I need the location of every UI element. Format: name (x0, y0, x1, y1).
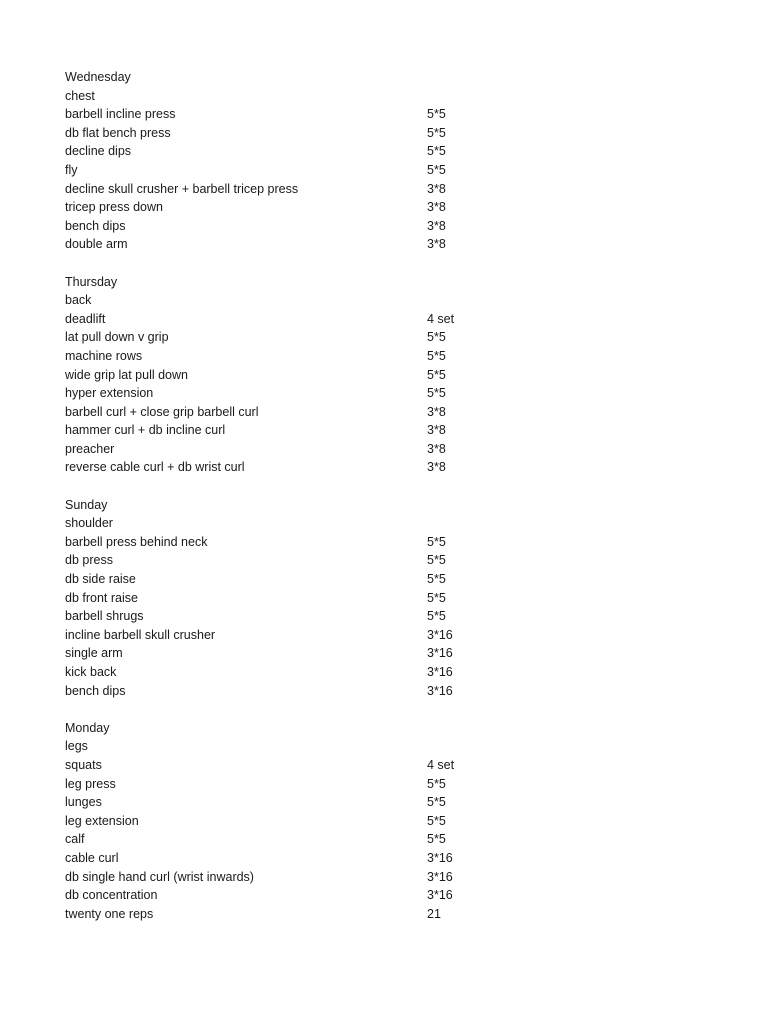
exercise-row (65, 440, 485, 459)
exercise-name: barbell press behind neck (65, 534, 208, 549)
day-label: Monday (65, 720, 110, 735)
exercise-sets: 5*5 (427, 367, 446, 382)
workout-section-wednesday (65, 68, 485, 254)
exercise-name: lat pull down v grip (65, 330, 169, 345)
exercise-name: single arm (65, 646, 123, 661)
exercise-sets: 4 set (427, 311, 455, 326)
exercise-name: deadlift (65, 311, 106, 326)
exercise-name: db concentration (65, 888, 158, 903)
exercise-name: db side raise (65, 572, 136, 587)
day-heading (65, 719, 485, 738)
exercise-sets: 3*16 (427, 683, 453, 698)
day-heading (65, 273, 485, 292)
muscle-group-heading (65, 291, 485, 310)
exercise-sets: 3*16 (427, 869, 453, 884)
exercise-name: db front raise (65, 590, 138, 605)
exercise-sets: 3*16 (427, 627, 453, 642)
exercise-name: squats (65, 757, 102, 772)
exercise-sets: 3*8 (427, 441, 446, 456)
exercise-name: decline dips (65, 144, 132, 159)
exercise-sets: 3*16 (427, 850, 453, 865)
exercise-row (65, 533, 485, 552)
exercise-row (65, 775, 485, 794)
exercise-sets: 3*16 (427, 665, 453, 679)
exercise-row (65, 644, 485, 663)
exercise-sets: 5*5 (427, 125, 446, 140)
day-heading (65, 68, 485, 87)
day-label: Sunday (65, 497, 108, 512)
exercise-name: fly (65, 162, 78, 177)
exercise-sets: 5*5 (427, 144, 446, 159)
exercise-sets: 4 set (427, 757, 455, 772)
exercise-row (65, 180, 485, 199)
exercise-name: db single hand curl (wrist inwards) (65, 869, 254, 884)
exercise-row (65, 217, 485, 236)
exercise-row (65, 812, 485, 831)
exercise-sets: 5*5 (427, 553, 446, 568)
exercise-name: decline skull crusher + barbell tricep press (65, 181, 299, 196)
muscle-group-heading (65, 87, 485, 106)
exercise-row (65, 403, 485, 422)
exercise-name: hammer curl + db incline curl (65, 423, 226, 438)
exercise-row (65, 663, 485, 682)
exercise-name: calf (65, 832, 85, 847)
exercise-name: leg press (65, 776, 116, 791)
exercise-name: reverse cable curl + db wrist curl (65, 460, 245, 475)
day-label: Wednesday (65, 70, 131, 84)
workout-section-sunday (65, 496, 485, 701)
day-label: Thursday (65, 274, 118, 289)
exercise-sets: 5*5 (427, 330, 446, 345)
exercise-sets: 5*5 (427, 776, 446, 791)
exercise-name: machine rows (65, 348, 143, 363)
muscle-group-label: shoulder (65, 516, 113, 531)
exercise-name: barbell shrugs (65, 609, 144, 624)
exercise-sets: 3*8 (427, 404, 446, 419)
exercise-name: preacher (65, 441, 115, 456)
exercise-sets: 3*8 (427, 460, 446, 475)
exercise-sets: 3*8 (427, 200, 446, 215)
exercise-row (65, 905, 485, 924)
exercise-name: cable curl (65, 850, 119, 865)
exercise-row (65, 124, 485, 143)
exercise-sets: 3*8 (427, 181, 446, 196)
exercise-row (65, 830, 485, 849)
exercise-row (65, 886, 485, 905)
exercise-sets: 5*5 (427, 534, 446, 549)
exercise-sets: 5*5 (427, 348, 446, 363)
exercise-name: kick back (65, 665, 117, 679)
exercise-name: barbell incline press (65, 107, 176, 122)
exercise-sets: 3*8 (427, 237, 446, 252)
exercise-row (65, 105, 485, 124)
exercise-sets: 5*5 (427, 832, 446, 847)
exercise-sets: 3*16 (427, 646, 453, 661)
exercise-name: bench dips (65, 218, 126, 233)
exercise-sets: 5*5 (427, 107, 446, 122)
exercise-row (65, 793, 485, 812)
exercise-sets: 21 (427, 906, 441, 921)
exercise-row (65, 384, 485, 403)
exercise-row (65, 756, 485, 775)
muscle-group-label: back (65, 293, 92, 308)
exercise-sets: 3*8 (427, 423, 446, 438)
exercise-row (65, 328, 485, 347)
exercise-sets: 3*8 (427, 218, 446, 233)
exercise-name: db press (65, 553, 113, 568)
exercise-name: tricep press down (65, 200, 163, 215)
exercise-row (65, 198, 485, 217)
exercise-name: incline barbell skull crusher (65, 627, 216, 642)
exercise-row (65, 551, 485, 570)
exercise-name: db flat bench press (65, 125, 171, 140)
exercise-row (65, 421, 485, 440)
exercise-name: leg extension (65, 813, 139, 828)
exercise-row (65, 626, 485, 645)
muscle-group-heading (65, 737, 485, 756)
muscle-group-label: legs (65, 739, 88, 754)
exercise-name: barbell curl + close grip barbell curl (65, 404, 259, 419)
exercise-row (65, 458, 485, 477)
exercise-name: double arm (65, 237, 128, 252)
exercise-row (65, 849, 485, 868)
exercise-row (65, 310, 485, 329)
exercise-row (65, 235, 485, 254)
exercise-name: bench dips (65, 683, 126, 698)
exercise-name: lunges (65, 795, 102, 810)
exercise-name: wide grip lat pull down (65, 367, 188, 382)
workout-section-thursday (65, 273, 485, 478)
exercise-row (65, 366, 485, 385)
exercise-name: twenty one reps (65, 906, 154, 921)
exercise-row (65, 682, 485, 701)
exercise-sets: 5*5 (427, 813, 446, 828)
exercise-row (65, 607, 485, 626)
day-heading (65, 496, 485, 515)
exercise-row (65, 347, 485, 366)
workout-document (65, 68, 485, 923)
exercise-row (65, 161, 485, 180)
exercise-row (65, 142, 485, 161)
exercise-name: hyper extension (65, 386, 154, 401)
exercise-sets: 5*5 (427, 795, 446, 810)
exercise-sets: 5*5 (427, 386, 446, 401)
exercise-row (65, 589, 485, 608)
exercise-sets: 5*5 (427, 609, 446, 624)
muscle-group-heading (65, 514, 485, 533)
exercise-row (65, 868, 485, 887)
exercise-sets: 5*5 (427, 590, 446, 605)
exercise-sets: 3*16 (427, 888, 453, 903)
exercise-sets: 5*5 (427, 162, 446, 177)
muscle-group-label: chest (65, 88, 95, 103)
exercise-row (65, 570, 485, 589)
workout-section-monday (65, 719, 485, 924)
exercise-sets: 5*5 (427, 572, 446, 587)
